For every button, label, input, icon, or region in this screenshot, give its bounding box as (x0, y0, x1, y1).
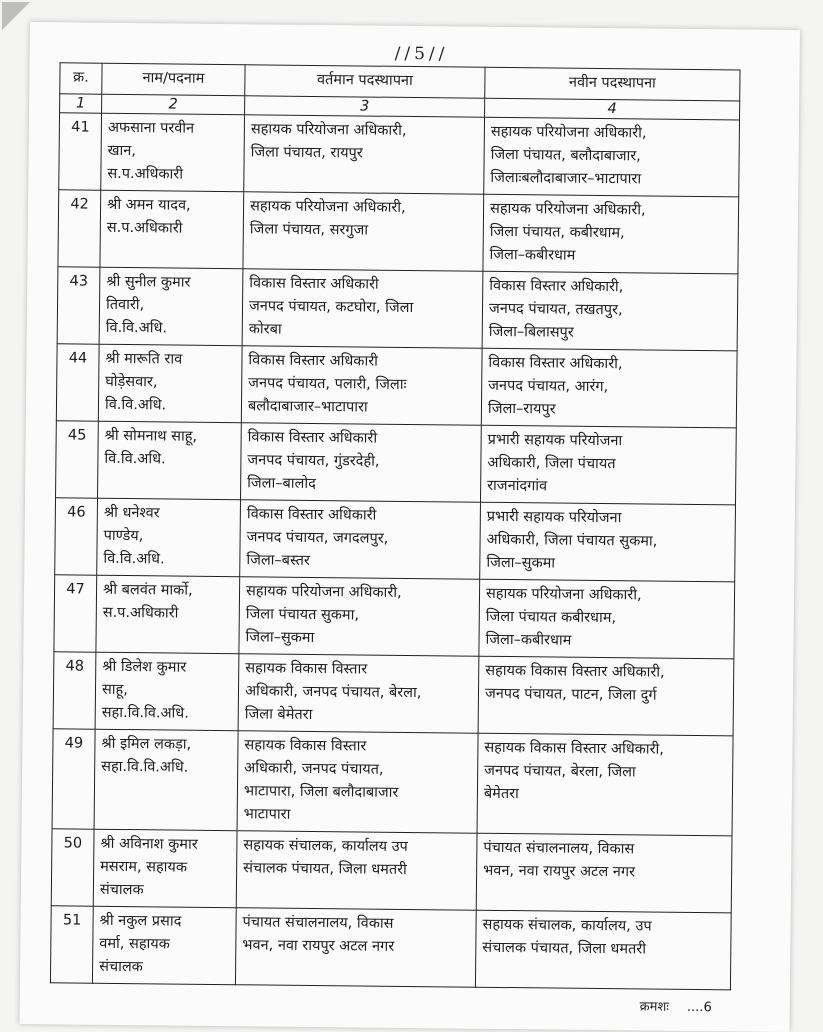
cell-line: जिला पंचायत सुकमा, (245, 606, 360, 624)
serial-number: 47 (54, 575, 97, 652)
cell-line: श्री इमिल लकड़ा, (101, 735, 192, 753)
cell-line: वि.वि.अधि. (105, 319, 168, 337)
cell-line: सहायक विकास विस्तार अधिकारी, (485, 662, 665, 681)
officer-name-cell (95, 652, 239, 730)
officer-name-cell (96, 575, 240, 653)
officer-name-cell (94, 729, 238, 830)
cell-line: अधिकारी, जिला पंचायत सुकमा, (486, 531, 658, 550)
cell-line: सहायक विकास विस्तार (245, 660, 368, 678)
cell-line: जिला पंचायत, रायपुर (250, 144, 363, 162)
cell-line: पंचायत संचालनालय, विकास (483, 839, 635, 858)
cell-line: श्री अविनाश कुमार (100, 835, 198, 853)
cell-line: मसराम, सहायक (100, 858, 188, 876)
header-name: नाम/पदनाम (102, 63, 245, 95)
table-row (58, 190, 739, 274)
cell-line: संचालक पंचायत, जिला धमतरी (243, 860, 407, 878)
column-number: 1 (60, 94, 102, 113)
cell-line: जिला–कबीरधाम (485, 631, 572, 649)
officer-name-cell (98, 344, 242, 422)
cell-line: प्रभारी सहायक परियोजना (487, 431, 623, 450)
current-posting-cell (235, 908, 476, 988)
cell-line: जिला–कबीरधाम (489, 246, 576, 264)
cell-line: वि.वि.अधि. (104, 450, 166, 468)
cell-line: सहायक परियोजना अधिकारी, (250, 121, 407, 139)
column-number: 4 (485, 98, 740, 120)
table-row (52, 729, 733, 836)
cell-line: अधिकारी, जनपद पंचायत, (244, 760, 384, 778)
new-posting-cell (477, 733, 733, 836)
cell-line: जिला–बिलासपुर (488, 323, 574, 341)
cell-line: स.प.अधिकारी (106, 219, 183, 237)
current-posting-cell (238, 654, 479, 734)
table-row (53, 652, 734, 736)
cell-line: जनपद पंचायत, पाटन, जिला दुर्ग (484, 685, 657, 704)
cell-line: संचालक (99, 881, 144, 899)
cell-line: जनपद पंचायत, जगदलपुर, (246, 529, 389, 547)
cell-line: श्री सोमनाथ साहू, (104, 427, 198, 445)
cell-line: श्री डिलेश कुमार (102, 658, 187, 676)
officer-name-cell (99, 267, 243, 345)
header-serial: क्र. (60, 63, 102, 94)
officer-name-cell (100, 190, 244, 268)
cell-line: श्री अमन यादव, (107, 196, 191, 214)
serial-number: 48 (53, 652, 96, 729)
cell-line: विकास विस्तार अधिकारी, (488, 354, 623, 373)
cell-line: विकास विस्तार अधिकारी (249, 275, 379, 293)
new-posting-cell (483, 194, 739, 274)
new-posting-cell (479, 579, 735, 659)
cell-line: अधिकारी, जिला पंचायत (487, 454, 616, 473)
cell-line: पंचायत संचालनालय, विकास (242, 914, 394, 932)
current-posting-cell (240, 500, 481, 580)
cell-line: भवन, नवा रायपुर अटल नगर (242, 937, 395, 955)
cell-line: सहायक विकास विस्तार (244, 737, 367, 755)
cell-line: जिलाःबलौदाबाजार–भाटापारा (490, 169, 642, 188)
continued-label: क्रमशः (639, 999, 670, 1015)
cell-line: संचालक पंचायत, जिला धमतरी (482, 939, 647, 958)
serial-number: 51 (50, 906, 93, 983)
current-posting-cell (242, 269, 483, 349)
cell-line: जिला पंचायत, सरगुजा (249, 221, 369, 239)
current-posting-cell (236, 831, 477, 911)
cell-line: सहा.वि.वि.अधि. (101, 758, 189, 776)
cell-line: सहा.वि.वि.अधि. (101, 704, 189, 722)
cell-line: विकास विस्तार अधिकारी, (489, 277, 624, 296)
table-row (54, 575, 735, 659)
cell-line: जिला बेमेतरा (244, 706, 313, 723)
cell-line: अधिकारी, जनपद पंचायत, बेरला, (244, 683, 422, 702)
cell-line: भाटापारा, जिला बलौदाबाजार (243, 783, 399, 801)
cell-line: अफसाना परवीन (107, 119, 195, 137)
cell-line: सहायक परियोजना अधिकारी, (249, 198, 406, 216)
cell-line: वर्मा, सहायक (99, 935, 170, 953)
current-posting-cell (239, 577, 480, 657)
transfer-table (50, 62, 741, 990)
serial-number: 50 (51, 829, 94, 906)
cell-line: जिला पंचायत कबीरधाम, (485, 608, 617, 627)
officer-name-cell (98, 421, 242, 499)
cell-line: जिला–बस्तर (246, 552, 310, 569)
cell-line: श्री मारूति राव (105, 350, 183, 368)
new-posting-cell (481, 348, 737, 428)
cell-line: जिला–रायपुर (487, 400, 556, 418)
column-number: 2 (102, 94, 245, 114)
cell-line: सहायक संचालक, कार्यालय, उप (482, 916, 652, 935)
cell-line: श्री सुनील कुमार (106, 273, 191, 291)
cell-line: जिला पंचायत, बलौदाबाजार, (490, 146, 641, 165)
cell-line: घोड़ेसवार, (105, 373, 158, 391)
new-posting-cell (482, 271, 738, 351)
cell-line: श्री नकुल प्रसाद (99, 912, 182, 930)
cell-line: जनपद पंचायत, पलारी, जिलाः (248, 375, 407, 393)
cell-line: बेमेतरा (483, 785, 519, 803)
header-new-posting: नवीन पदस्थापना (485, 67, 740, 101)
new-posting-cell (476, 833, 732, 913)
cell-line: राजनांदगांव (487, 477, 548, 495)
table-row (56, 421, 737, 505)
new-posting-cell (480, 502, 736, 582)
new-posting-cell (475, 910, 731, 990)
cell-line: भाटापारा (243, 806, 291, 823)
officer-name-cell (93, 829, 237, 907)
table-row (50, 906, 731, 990)
new-posting-cell (480, 425, 736, 505)
officer-name-cell (97, 498, 241, 576)
cell-line: विकास विस्तार अधिकारी (247, 429, 378, 447)
cell-line: कोरबा (248, 321, 282, 338)
cell-line: सहायक परियोजना अधिकारी, (485, 585, 642, 604)
cell-line: जनपद पंचायत, आरंग, (488, 377, 609, 396)
page-number: //5// (394, 43, 449, 65)
cell-line: जिला–सुकमा (245, 629, 315, 647)
cell-line: प्रभारी सहायक परियोजना (486, 508, 622, 527)
table-row (59, 113, 740, 197)
table-row (56, 344, 737, 428)
table-body (50, 113, 739, 990)
officer-name-cell (101, 113, 245, 191)
current-posting-cell (241, 346, 482, 426)
table-row (57, 267, 738, 351)
cell-line: स.प.अधिकारी (102, 604, 179, 622)
serial-number: 49 (52, 729, 95, 829)
cell-line: सहायक संचालक, कार्यालय उप (243, 837, 408, 856)
column-number: 3 (245, 96, 485, 118)
cell-line: जनपद पंचायत, बेरला, जिला (484, 762, 636, 781)
cell-line: स.प.अधिकारी (107, 165, 184, 183)
new-posting-cell (484, 117, 740, 197)
cell-line: जनपद पंचायत, कटघोरा, जिला (248, 298, 414, 317)
cell-line: जनपद पंचायत, गुंडरदेही, (247, 452, 380, 470)
cell-line: जिला–बालोद (247, 475, 316, 493)
officer-name-cell (92, 906, 236, 984)
cell-line: जनपद पंचायत, तखतपुर, (488, 300, 623, 319)
cell-line: सहायक परियोजना अधिकारी, (490, 123, 647, 142)
cell-line: सहायक विकास विस्तार अधिकारी, (484, 739, 664, 758)
next-page-marker: ....6 (686, 999, 712, 1016)
cell-line: संचालक (99, 958, 143, 976)
serial-number: 45 (56, 421, 99, 498)
serial-number: 46 (55, 498, 98, 575)
cell-line: विकास विस्तार अधिकारी (246, 506, 377, 524)
cell-line: श्री धनेश्वर (103, 504, 160, 522)
cell-line: तिवारी, (105, 296, 145, 314)
cell-line: वि.वि.अधि. (104, 396, 167, 414)
serial-number: 41 (59, 113, 102, 190)
cell-line: साहू, (101, 681, 128, 699)
cell-line: खान, (107, 142, 137, 160)
cell-line: श्री बलवंत मार्को, (102, 581, 193, 599)
cell-line: वि.वि.अधि. (103, 550, 165, 568)
new-posting-cell (478, 656, 734, 736)
current-posting-cell (243, 192, 484, 272)
current-posting-cell (237, 731, 478, 834)
page-footer (640, 996, 730, 1015)
table-row (51, 829, 732, 913)
table-row (55, 498, 736, 582)
serial-number: 44 (56, 344, 99, 421)
cell-line: बलौदाबाजार–भाटापारा (247, 398, 368, 416)
cell-line: विकास विस्तार अधिकारी (248, 352, 379, 370)
cell-line: सहायक परियोजना अधिकारी, (489, 200, 646, 219)
cell-line: जिला–सुकमा (486, 554, 556, 572)
document-page (20, 22, 800, 1032)
current-posting-cell (244, 115, 485, 195)
serial-number: 43 (57, 267, 100, 344)
cell-line: जिला पंचायत, कबीरधाम, (489, 223, 625, 242)
page-fold-corner (2, 2, 30, 30)
current-posting-cell (241, 423, 482, 503)
cell-line: पाण्डेय, (103, 527, 144, 545)
header-current-posting: वर्तमान पदस्थापना (245, 65, 485, 99)
cell-line: भवन, नवा रायपुर अटल नगर (483, 862, 636, 881)
serial-number: 42 (58, 190, 101, 267)
cell-line: सहायक परियोजना अधिकारी, (245, 583, 402, 601)
